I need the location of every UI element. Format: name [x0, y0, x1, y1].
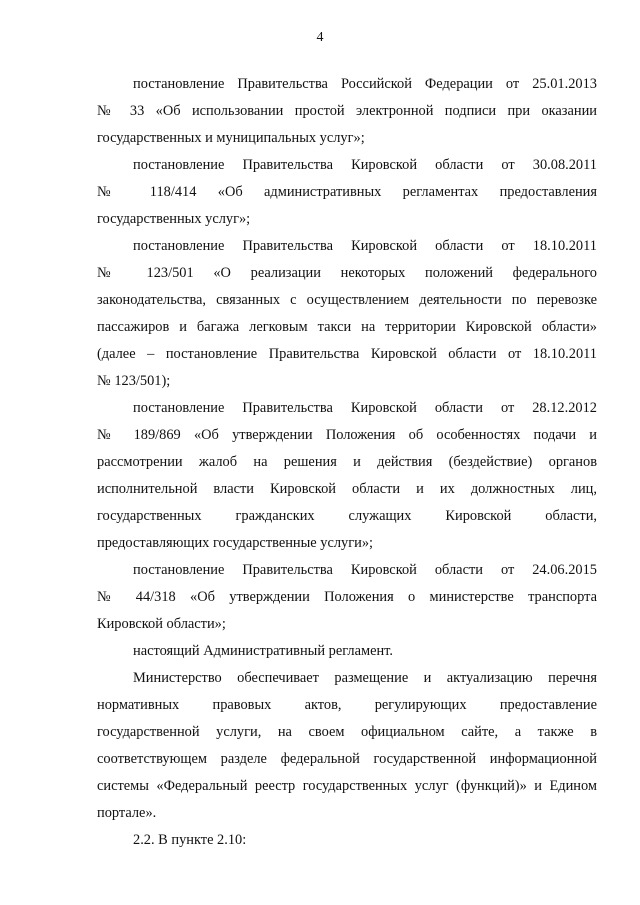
text-line: постановление Правительства Кировской области от 18.10.2011: [133, 238, 597, 254]
text-line: пассажиров и багажа легковым такси на территории Кировской области»: [97, 319, 597, 335]
text-line: государственных услуг»;: [97, 211, 251, 227]
text-line: № 189/869 «Об утверждении Положения об особенностях подачи и: [97, 427, 597, 443]
paragraph-p5: [97, 557, 597, 638]
text-line: государственной услуги, на своем официальном сайте, а также в: [97, 724, 597, 740]
text-line: постановление Правительства Кировской области от 28.12.2012: [133, 400, 597, 416]
text-line: исполнительной власти Кировской области и их должностных лиц,: [97, 481, 597, 497]
text-line: постановление Правительства Кировской области от 24.06.2015: [133, 562, 597, 578]
text-line: системы «Федеральный реестр государственных услуг (функций)» и Едином: [97, 778, 597, 794]
text-line: 2.2. В пункте 2.10:: [133, 832, 247, 848]
text-line: (далее – постановление Правительства Кировской области от 18.10.2011: [97, 346, 597, 362]
text-line: постановление Правительства Кировской области от 30.08.2011: [133, 157, 597, 173]
text-line: № 123/501 «О реализации некоторых положений федерального: [97, 265, 597, 281]
text-line: № 44/318 «Об утверждении Положения о министерстве транспорта: [97, 589, 597, 605]
text-line: № 123/501);: [97, 373, 171, 389]
text-line: портале».: [97, 805, 157, 821]
paragraph-p7: [97, 665, 597, 827]
paragraph-p6: [97, 638, 597, 665]
text-line: государственных и муниципальных услуг»;: [97, 130, 365, 146]
text-line: соответствующем разделе федеральной государственной информационной: [97, 751, 597, 767]
text-line: Кировской области»;: [97, 616, 226, 632]
paragraph-p3: [97, 233, 597, 395]
page-number: 4: [316, 30, 324, 45]
paragraph-p8: [97, 827, 597, 854]
text-line: № 33 «Об использовании простой электронной подписи при оказании: [97, 103, 597, 119]
paragraph-p4: [97, 395, 597, 557]
text-line: предоставляющих государственные услуги»;: [97, 535, 374, 551]
text-line: государственных гражданских служащих Кировской области,: [97, 508, 597, 524]
text-line: Министерство обеспечивает размещение и актуализацию перечня: [133, 670, 597, 686]
text-line: рассмотрении жалоб на решения и действия (бездействие) органов: [97, 454, 597, 470]
paragraph-p1: [97, 71, 597, 152]
text-line: законодательства, связанных с осуществлением деятельности по перевозке: [97, 292, 597, 308]
text-line: нормативных правовых актов, регулирующих предоставление: [97, 697, 597, 713]
document-body: [97, 71, 597, 854]
paragraph-p2: [97, 152, 597, 233]
text-line: настоящий Административный регламент.: [133, 643, 393, 659]
text-line: постановление Правительства Российской Федерации от 25.01.2013: [133, 76, 597, 92]
text-line: № 118/414 «Об административных регламентах предоставления: [97, 184, 597, 200]
